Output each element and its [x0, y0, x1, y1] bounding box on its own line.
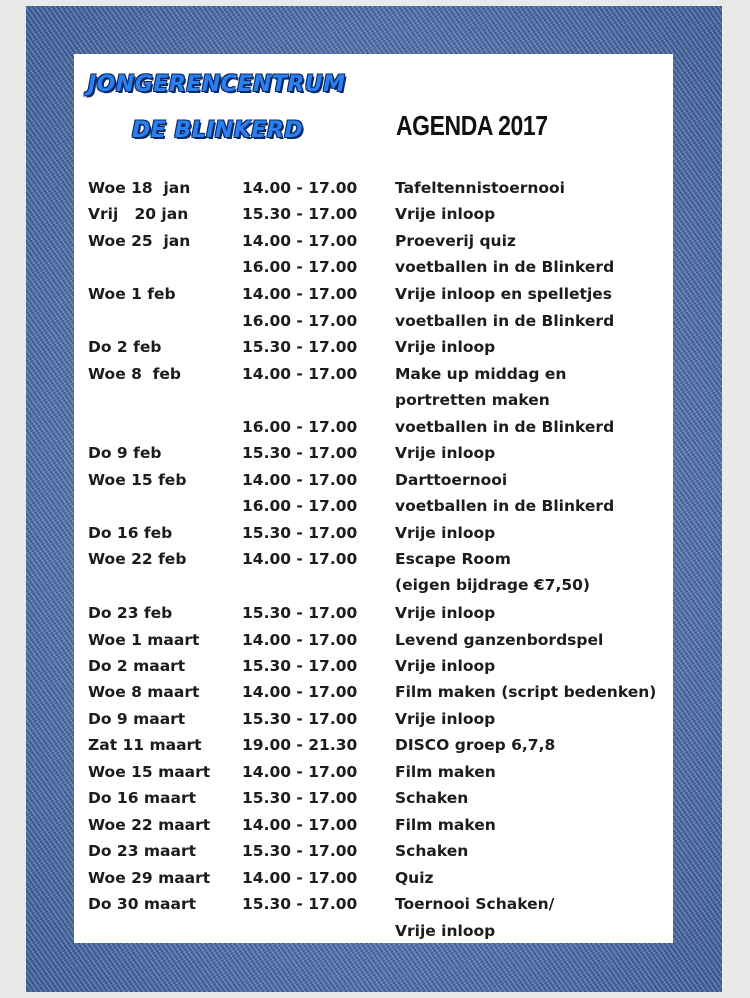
row-time: 16.00 - 17.00	[242, 258, 358, 276]
row-date: Woe 29 maart	[88, 869, 211, 887]
row-time: 14.00 - 17.00	[242, 763, 358, 781]
row-activity: Vrije inloop	[395, 524, 496, 542]
agenda-row	[74, 631, 673, 657]
agenda-row	[74, 205, 673, 231]
row-date: Zat 11 maart	[88, 736, 202, 754]
row-activity: Tafeltennistoernooi	[395, 179, 565, 197]
row-date: Woe 15 maart	[88, 763, 211, 781]
row-date: Do 30 maart	[88, 895, 197, 913]
agenda-row	[74, 710, 673, 736]
row-date: Vrij 20 jan	[88, 205, 189, 223]
row-activity: voetballen in de Blinkerd	[395, 418, 615, 436]
agenda-row	[74, 391, 673, 417]
row-time: 15.30 - 17.00	[242, 710, 358, 728]
row-activity: Vrije inloop	[395, 604, 496, 622]
agenda-row	[74, 763, 673, 789]
row-activity: portretten maken	[395, 391, 550, 409]
agenda-row	[74, 550, 673, 576]
row-time: 15.30 - 17.00	[242, 205, 358, 223]
row-activity: voetballen in de Blinkerd	[395, 312, 615, 330]
row-time: 14.00 - 17.00	[242, 869, 358, 887]
row-time: 19.00 - 21.30	[242, 736, 358, 754]
row-time: 14.00 - 17.00	[242, 471, 358, 489]
row-time: 15.30 - 17.00	[242, 444, 358, 462]
agenda-row	[74, 232, 673, 258]
row-activity: voetballen in de Blinkerd	[395, 497, 615, 515]
agenda-row	[74, 312, 673, 338]
agenda-row	[74, 338, 673, 364]
row-date: Do 9 feb	[88, 444, 162, 462]
agenda-row	[74, 922, 673, 948]
agenda-row	[74, 179, 673, 205]
agenda-row	[74, 789, 673, 815]
row-time: 14.00 - 17.00	[242, 816, 358, 834]
row-time: 16.00 - 17.00	[242, 418, 358, 436]
agenda-row	[74, 444, 673, 470]
row-activity: Vrije inloop	[395, 444, 496, 462]
agenda-row	[74, 285, 673, 311]
agenda-row	[74, 365, 673, 391]
row-date: Woe 18 jan	[88, 179, 191, 197]
row-time: 16.00 - 17.00	[242, 312, 358, 330]
row-date: Woe 8 feb	[88, 365, 182, 383]
agenda-title: AGENDA 2017	[396, 110, 548, 141]
agenda-row	[74, 869, 673, 895]
row-time: 14.00 - 17.00	[242, 232, 358, 250]
row-date: Do 9 maart	[88, 710, 186, 728]
row-date: Woe 1 feb	[88, 285, 176, 303]
row-activity: voetballen in de Blinkerd	[395, 258, 615, 276]
row-activity: Vrije inloop en spelletjes	[395, 285, 612, 303]
row-activity: Film maken (script bedenken)	[395, 683, 657, 701]
row-activity: Film maken	[395, 816, 496, 834]
row-date: Woe 8 maart	[88, 683, 200, 701]
agenda-row	[74, 418, 673, 444]
row-activity: Vrije inloop	[395, 205, 496, 223]
row-date: Woe 22 feb	[88, 550, 187, 568]
row-time: 15.30 - 17.00	[242, 842, 358, 860]
agenda-row	[74, 657, 673, 683]
row-activity: Levend ganzenbordspel	[395, 631, 604, 649]
agenda-row	[74, 895, 673, 921]
row-time: 15.30 - 17.00	[242, 789, 358, 807]
agenda-row	[74, 497, 673, 523]
row-date: Do 2 maart	[88, 657, 186, 675]
agenda-table	[74, 54, 673, 943]
row-date: Do 23 feb	[88, 604, 173, 622]
row-activity: Proeverij quiz	[395, 232, 516, 250]
agenda-row	[74, 604, 673, 630]
agenda-row	[74, 736, 673, 762]
logo-line-1: JONGERENCENTRUM	[88, 72, 346, 97]
row-activity: Schaken	[395, 842, 469, 860]
row-date: Woe 25 jan	[88, 232, 191, 250]
row-activity: Vrije inloop	[395, 922, 496, 940]
row-time: 15.30 - 17.00	[242, 895, 358, 913]
agenda-sheet	[74, 54, 673, 943]
row-activity: Toernooi Schaken/	[395, 895, 555, 913]
row-time: 15.30 - 17.00	[242, 338, 358, 356]
row-date: Do 2 feb	[88, 338, 162, 356]
agenda-row	[74, 576, 673, 602]
row-activity: DISCO groep 6,7,8	[395, 736, 556, 754]
row-time: 14.00 - 17.00	[242, 179, 358, 197]
agenda-row	[74, 842, 673, 868]
row-activity: Film maken	[395, 763, 496, 781]
agenda-row	[74, 524, 673, 550]
row-time: 14.00 - 17.00	[242, 683, 358, 701]
agenda-row	[74, 816, 673, 842]
agenda-row	[74, 471, 673, 497]
row-date: Woe 15 feb	[88, 471, 187, 489]
row-activity: Quiz	[395, 869, 434, 887]
row-activity: Escape Room	[395, 550, 511, 568]
row-date: Woe 1 maart	[88, 631, 200, 649]
row-activity: Darttoernooi	[395, 471, 508, 489]
row-activity: Schaken	[395, 789, 469, 807]
logo-line-2: DE BLINKERD	[132, 118, 304, 143]
row-activity: Make up middag en	[395, 365, 567, 383]
row-time: 14.00 - 17.00	[242, 285, 358, 303]
row-date: Do 16 maart	[88, 789, 197, 807]
row-time: 15.30 - 17.00	[242, 604, 358, 622]
row-time: 14.00 - 17.00	[242, 365, 358, 383]
row-activity: (eigen bijdrage €7,50)	[395, 576, 590, 594]
row-activity: Vrije inloop	[395, 657, 496, 675]
row-time: 15.30 - 17.00	[242, 657, 358, 675]
row-date: Do 23 maart	[88, 842, 197, 860]
row-time: 16.00 - 17.00	[242, 497, 358, 515]
row-activity: Vrije inloop	[395, 338, 496, 356]
row-time: 15.30 - 17.00	[242, 524, 358, 542]
row-date: Do 16 feb	[88, 524, 173, 542]
row-time: 14.00 - 17.00	[242, 550, 358, 568]
row-activity: Vrije inloop	[395, 710, 496, 728]
row-date: Woe 22 maart	[88, 816, 211, 834]
row-time: 14.00 - 17.00	[242, 631, 358, 649]
agenda-row	[74, 683, 673, 709]
agenda-row	[74, 258, 673, 284]
